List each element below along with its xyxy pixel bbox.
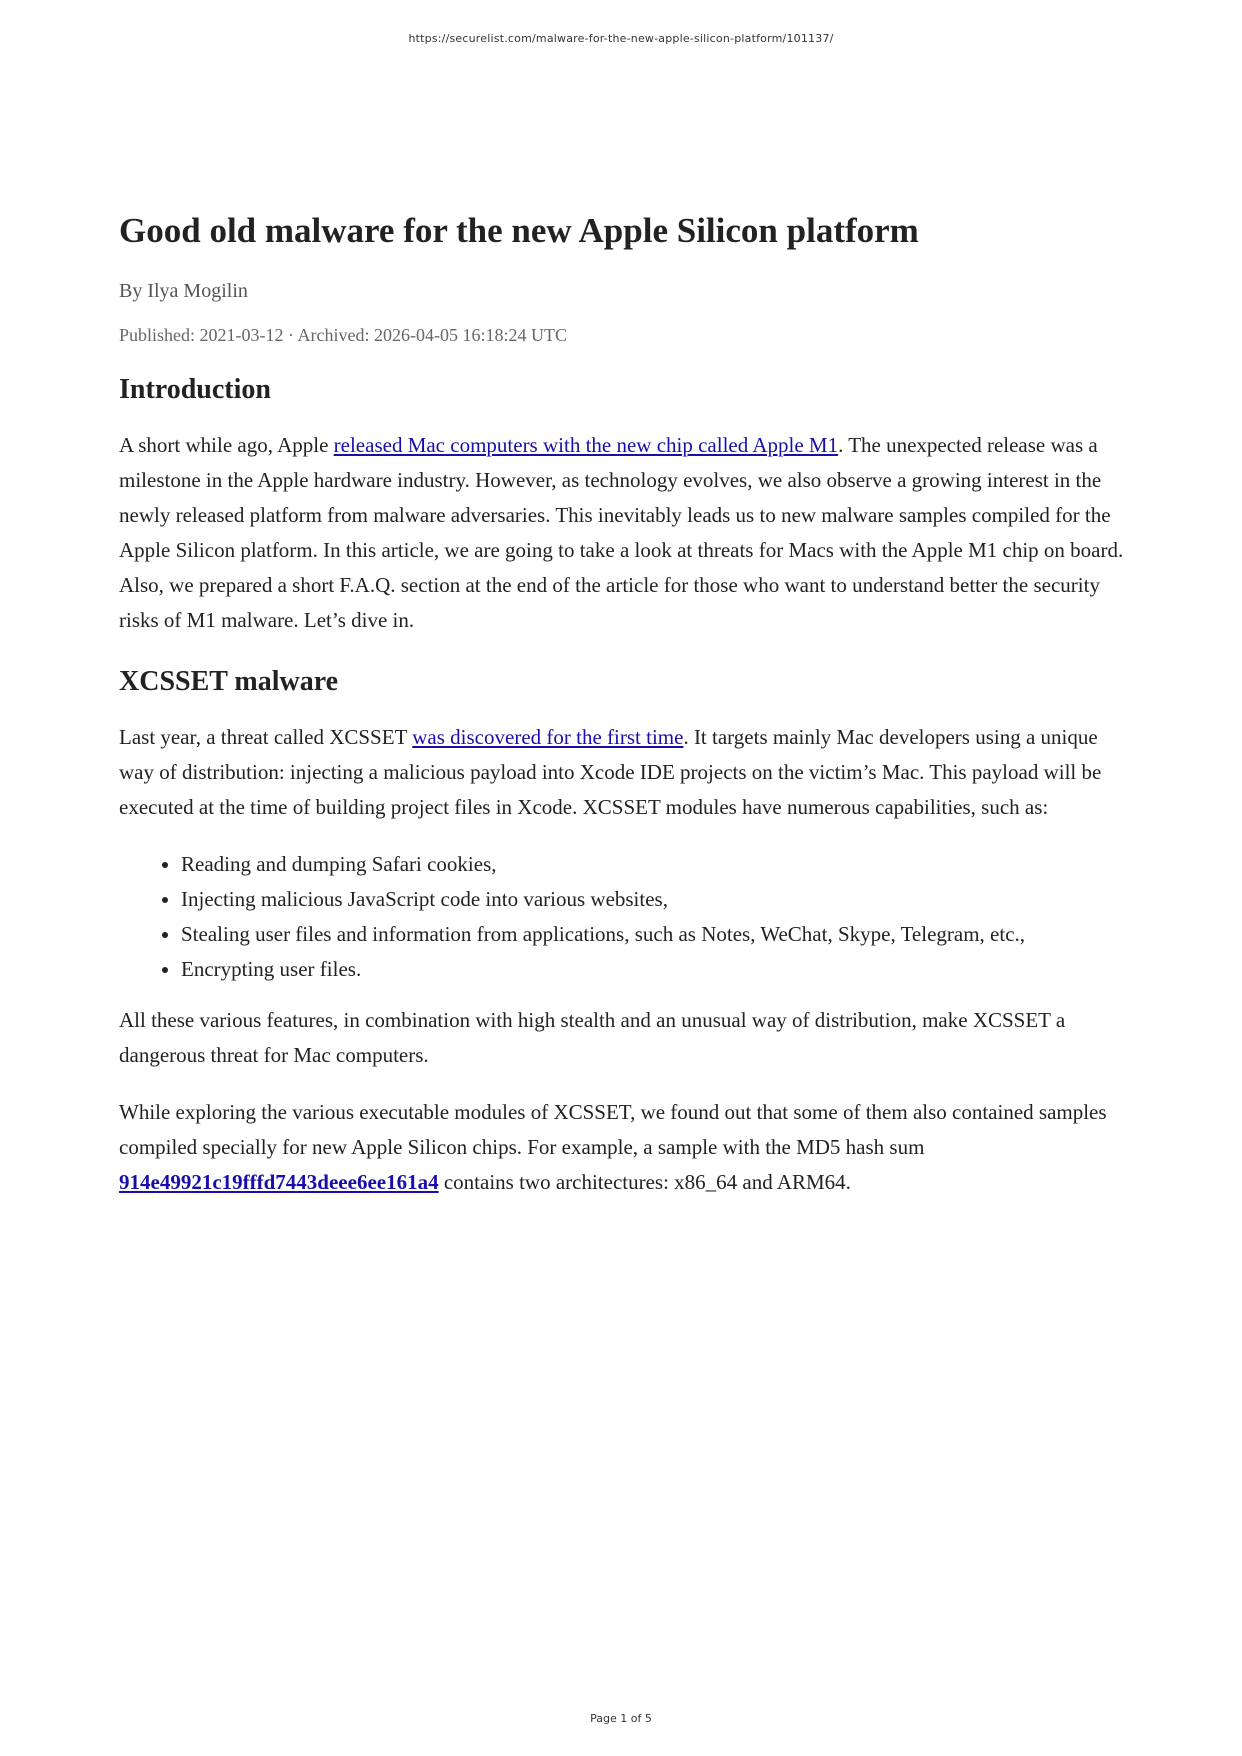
xcsset-p3-text-end: contains two architectures: x86_64 and ARM64. xyxy=(438,1170,851,1194)
xcsset-p3-text-start: While exploring the various executable modules of XCSSET, we found out that some of them also contained samples compiled specially for new Apple Silicon chips. For example, a sample with the MD5 hash sum xyxy=(119,1100,1107,1159)
article-byline: By Ilya Mogilin xyxy=(119,280,248,302)
article-content xyxy=(119,210,1129,1200)
xcsset-paragraph-3 xyxy=(119,1095,1129,1200)
xcsset-p1-text-end: . It targets mainly Mac developers using a unique way of distribution: injecting a malicious payload into Xcode IDE projects on the victim’s Mac. This payload will be executed at the time of building project files in Xcode. XCSSET modules have numerous capabilities, such as: xyxy=(119,725,1102,819)
page-number: Page 1 of 5 xyxy=(590,1712,652,1725)
xcsset-p1-text-start: Last year, a threat called XCSSET xyxy=(119,725,413,749)
intro-text-start: A short while ago, Apple xyxy=(119,433,334,457)
list-item: • Reading and dumping Safari cookies, xyxy=(181,847,1129,882)
capabilities-list xyxy=(119,847,1129,987)
section-heading-introduction: Introduction xyxy=(119,374,271,405)
page-url-header: https://securelist.com/malware-for-the-new-apple-silicon-platform/101137/ xyxy=(408,32,834,45)
md5-hash-link[interactable]: 914e49921c19fffd7443deee6ee161a4 xyxy=(119,1170,439,1194)
list-item: • Injecting malicious JavaScript code into various websites, xyxy=(181,882,1129,917)
list-item: • Encrypting user files. xyxy=(181,952,1129,987)
list-item: • Stealing user files and information from applications, such as Notes, WeChat, Skype, Telegram, etc., xyxy=(181,917,1129,952)
article-dates: Published: 2021-03-12 · Archived: 2026-04-05 16:18:24 UTC xyxy=(119,325,567,345)
section-heading-xcsset: XCSSET malware xyxy=(119,666,339,697)
xcsset-paragraph-1 xyxy=(119,720,1129,825)
intro-text-end: . The unexpected release was a milestone in the Apple hardware industry. However, as technology evolves, we also observe a growing interest in the newly released platform from malware adversaries. This inevitably leads us to new malware samples compiled for the Apple Silicon platform. In this article, we are going to take a look at threats for Macs with the Apple M1 chip on board. Also, we prepared a short F.A.Q. section at the end of the article for those who want to understand better the security risks of M1 malware. Let’s dive in. xyxy=(119,433,1124,632)
intro-paragraph xyxy=(119,428,1129,638)
article-title: Good old malware for the new Apple Silicon platform xyxy=(119,211,919,250)
apple-m1-release-link[interactable]: released Mac computers with the new chip called Apple M1 xyxy=(333,433,839,457)
xcsset-paragraph-2: All these various features, in combination with high stealth and an unusual way of distribution, make XCSSET a dangerous threat for Mac computers. xyxy=(119,1008,1066,1067)
xcsset-discovery-link[interactable]: was discovered for the first time xyxy=(412,725,684,749)
